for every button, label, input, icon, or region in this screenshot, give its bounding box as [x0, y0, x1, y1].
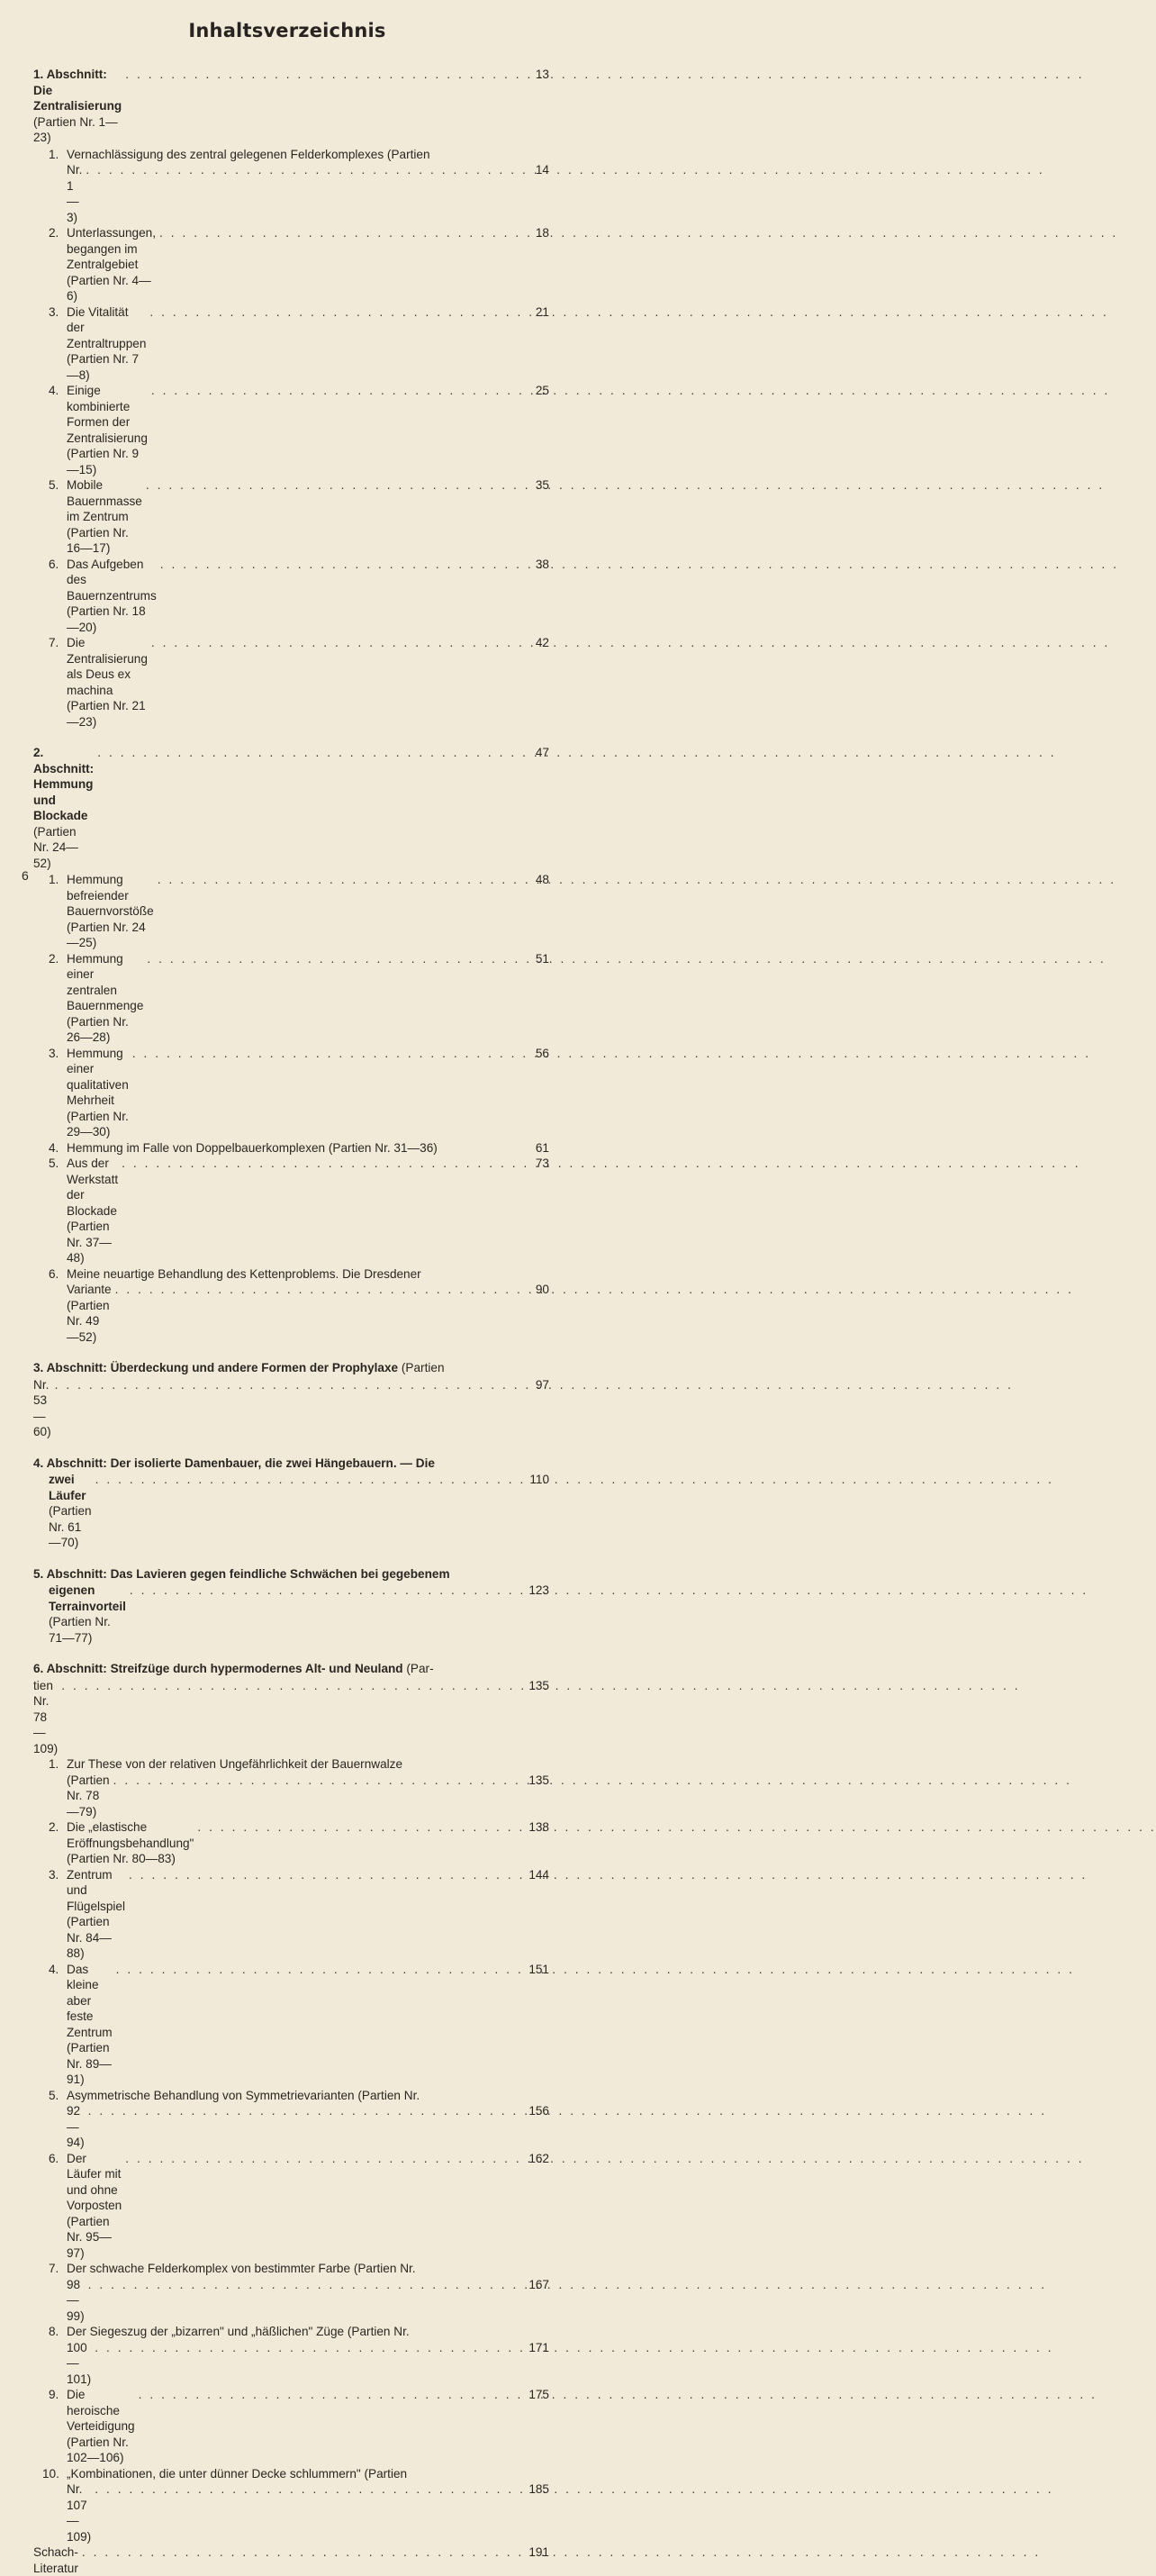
toc-entry: 5. Aus der Werkstatt der Blockade (Partien Nr. 37—48) . . . 73 — [33, 1156, 549, 1266]
section-range: (Partien Nr. 71—77) — [49, 1615, 111, 1645]
entry-text: Die heroische Verteidigung (Partien Nr. 102—106) — [67, 2388, 135, 2464]
toc-entry: 10. „Kombinationen, die unter dünner Decke schlummern" (Partien — [42, 2466, 408, 2481]
section-range: (Partien — [398, 1361, 445, 1374]
toc-entry-continued — [33, 162, 549, 225]
page-number: 6 — [22, 868, 29, 883]
section-heading — [33, 1360, 549, 1376]
section-label: 3. Abschnitt: Überdeckung und andere Formen der Prophylaxe — [33, 1361, 399, 1374]
toc-entry: 1. Zur These von der relativen Ungefährlichkeit der Bauernwalze — [49, 1757, 403, 1771]
toc-entry-continued — [33, 1282, 549, 1345]
section-4 — [33, 1456, 549, 1551]
section-heading — [33, 1566, 549, 1583]
page-ref: 90 — [535, 1283, 549, 1296]
toc-entry-literatur — [33, 2544, 549, 2576]
toc-entry: 2. Hemmung einer zentralen Bauernmenge (Partien Nr. 26—28) . . . 51 — [33, 951, 549, 1046]
entry-text: Variante (Partien Nr. 49—52) — [67, 1283, 112, 1344]
page-ref: 175 — [528, 2388, 549, 2401]
section-label: 5. Abschnitt: Das Lavieren gegen feindliche Schwächen bei gegebenem — [33, 1566, 450, 1581]
entry-text: Hemmung einer zentralen Bauernmenge (Partien Nr. 26—28) — [67, 951, 144, 1044]
toc-entry: 1. Vernachlässigung des zentral gelegenen Felderkomplexes (Partien — [49, 147, 430, 161]
entry-text: Die „elastische Eröffnungsbehandlung" (Partien Nr. 80—83) — [67, 1820, 194, 1865]
entry-text: Hemmung im Falle von Doppelbauerkomplexen (Partien Nr. 31—36) — [67, 1140, 438, 1155]
page-ref: 21 — [535, 304, 549, 319]
page-ref: 123 — [528, 1583, 549, 1597]
entry-text: Die Vitalität der Zentraltruppen (Partien Nr. 7—8) — [67, 304, 147, 382]
entry-text: (Partien Nr. 78—79) — [67, 1773, 110, 1819]
section-heading-continued — [33, 1583, 549, 1646]
section-heading-continued — [33, 1377, 549, 1440]
toc-entry-continued — [33, 2277, 549, 2325]
entry-text: 100—101) — [67, 2340, 92, 2386]
toc-entry: 6. Meine neuartige Behandlung des Kettenproblems. Die Dresdener — [49, 1266, 421, 1281]
page-ref: 42 — [535, 636, 549, 649]
entry-text: Nr. 1—3) — [67, 163, 83, 224]
toc-entry: 3. Zentrum und Flügelspiel (Partien Nr. 84—88) . . . 144 — [33, 1867, 549, 1962]
entry-text: 92—94) — [67, 2104, 85, 2149]
entry-text: Asymmetrische Behandlung von Symmetrievarianten (Partien Nr. — [67, 2088, 420, 2102]
entry-text: Einige kombinierte Formen der Zentralisierung (Partien Nr. 9—15) — [67, 384, 148, 476]
section-heading — [33, 67, 549, 146]
entry-text: Nr. 107—109) — [67, 2482, 92, 2544]
section-range: (Partien Nr. 1—23) — [33, 114, 118, 144]
section-label: eigenen Terrainvorteil — [49, 1583, 126, 1613]
entry-text: Die Zentralisierung als Deus ex machina (Partien Nr. 21—23) — [67, 636, 148, 729]
section-range: (Par- — [402, 1662, 434, 1675]
entry-text: Mobile Bauernmasse im Zentrum (Partien Nr. 16—17) — [67, 478, 142, 555]
page-ref: 185 — [528, 2482, 549, 2496]
entry-text: Zur These von der relativen Ungefährlichkeit der Bauernwalze — [67, 1757, 403, 1771]
toc-entry-continued — [33, 1773, 549, 1820]
section-6 — [33, 1661, 549, 2576]
section-heading-continued — [33, 1472, 549, 1551]
entry-text: Aus der Werkstatt der Blockade (Partien Nr. 37—48) — [67, 1156, 119, 1265]
toc-entry: 6. Der Läufer mit und ohne Vorposten (Partien Nr. 95—97) . . . 162 — [33, 2151, 549, 2262]
toc-entry: 4. Das kleine aber feste Zentrum (Partien Nr. 89—91) . . . 151 — [33, 1962, 549, 2088]
toc-entry: 7. Der schwache Felderkomplex von bestimmter Farbe (Partien Nr. — [49, 2262, 416, 2275]
section-range: Nr. 53—60) — [33, 1377, 51, 1438]
page-ref: 51 — [535, 951, 549, 966]
toc-entry: 9. Die heroische Verteidigung (Partien Nr. 102—106) . . . 175 — [33, 2387, 549, 2466]
toc-entry: 1. Hemmung befreiender Bauernvorstöße (Partien Nr. 24—25) . . . 48 — [33, 872, 549, 951]
entry-text: „Kombinationen, die unter dünner Decke schlummern" (Partien — [67, 2466, 408, 2481]
page-ref: 56 — [535, 1046, 549, 1060]
section-range: tien Nr. 78—109) — [33, 1678, 59, 1755]
section-range: (Partien Nr. 24—52) — [33, 824, 78, 870]
toc-entry: 3. Die Vitalität der Zentraltruppen (Partien Nr. 7—8) . . . 21 — [33, 304, 549, 384]
entry-text: Der schwache Felderkomplex von bestimmter Farbe (Partien Nr. — [67, 2262, 416, 2275]
section-label: 2. Abschnitt: Hemmung und Blockade — [33, 746, 95, 822]
section-range: (Partien Nr. 61—70) — [49, 1504, 92, 1549]
entry-text: Das kleine aber feste Zentrum (Partien Nr. 89—91) — [67, 1962, 113, 2086]
page-title: Inhaltsverzeichnis — [188, 20, 386, 41]
entry-text: Der Läufer mit und ohne Vorposten (Partien Nr. 95—97) — [67, 2151, 122, 2260]
page-ref: 144 — [528, 1867, 549, 1882]
toc-entry: 2. Die „elastische Eröffnungsbehandlung" (Partien Nr. 80—83) . . . 138 — [33, 1819, 549, 1867]
toc-entry: 5. Mobile Bauernmasse im Zentrum (Partien Nr. 16—17) . . . 35 — [33, 477, 549, 557]
entry-text: Meine neuartige Behandlung des Kettenproblems. Die Dresdener — [67, 1266, 421, 1281]
page-ref: 13 — [535, 68, 549, 81]
toc-entry: 4. Hemmung im Falle von Doppelbauerkomplexen (Partien Nr. 31—36) 61 — [49, 1140, 549, 1155]
section-label: 1. Abschnitt: Die Zentralisierung — [33, 68, 122, 113]
section-1 — [33, 67, 549, 730]
entry-text: Der Siegeszug der „bizarren" und „häßlichen" Züge (Partien Nr. — [67, 2325, 410, 2338]
page-ref: 25 — [535, 384, 549, 397]
page-ref: 156 — [528, 2104, 549, 2118]
entry-text: Schach-Literatur — [33, 2545, 78, 2575]
toc-entry-continued — [33, 2103, 549, 2151]
section-2 — [33, 745, 549, 1345]
page-ref: 191 — [528, 2545, 549, 2559]
entry-text: Hemmung einer qualitativen Mehrheit (Partien Nr. 29—30) — [67, 1046, 129, 1138]
page-ref: 73 — [535, 1156, 549, 1170]
page-ref: 167 — [528, 2277, 549, 2291]
page-ref: 38 — [535, 557, 549, 571]
entry-text: Zentrum und Flügelspiel (Partien Nr. 84—88) — [67, 1867, 125, 1960]
page-ref: 162 — [528, 2151, 549, 2165]
page-ref: 48 — [535, 873, 549, 886]
entry-text: Vernachlässigung des zentral gelegenen Felderkomplexes (Partien — [67, 147, 430, 161]
toc-entry-continued — [33, 2340, 549, 2388]
entry-text: Unterlassungen, begangen im Zentralgebiet (Partien Nr. 4—6) — [67, 226, 156, 303]
toc-entry: 3. Hemmung einer qualitativen Mehrheit (Partien Nr. 29—30) . . . 56 — [33, 1046, 549, 1140]
page-ref: 135 — [528, 1773, 549, 1787]
toc-entry-continued — [33, 2481, 549, 2544]
page-ref: 35 — [535, 478, 549, 492]
page-ref: 138 — [528, 1820, 549, 1834]
page-ref: 47 — [535, 746, 549, 759]
section-heading — [33, 1456, 549, 1472]
toc-entry: 7. Die Zentralisierung als Deus ex machina (Partien Nr. 21—23) . . . 42 — [33, 635, 549, 730]
toc-entry: 8. Der Siegeszug der „bizarren" und „häßlichen" Züge (Partien Nr. — [49, 2325, 410, 2338]
section-label: 6. Abschnitt: Streifzüge durch hypermodernes Alt- und Neuland — [33, 1662, 403, 1675]
page-ref: 18 — [535, 226, 549, 240]
section-label: 4. Abschnitt: Der isolierte Damenbauer, die zwei Hängebauern. — Die — [33, 1456, 435, 1470]
section-label: zwei Läufer — [49, 1473, 86, 1502]
page-ref: 171 — [528, 2340, 549, 2354]
page-ref: 14 — [535, 163, 549, 177]
page-ref: 110 — [529, 1473, 549, 1486]
toc-entry: 4. Einige kombinierte Formen der Zentralisierung (Partien Nr. 9—15) . . . 25 — [33, 383, 549, 477]
page-ref: 135 — [528, 1678, 549, 1692]
entry-text: Hemmung befreiender Bauernvorstöße (Partien Nr. 24—25) — [67, 873, 154, 949]
table-of-contents — [33, 67, 549, 2576]
page-ref: 151 — [528, 1962, 549, 1976]
section-heading — [33, 745, 549, 871]
section-3 — [33, 1360, 549, 1440]
toc-entry: 6. Das Aufgeben des Bauernzentrums (Partien Nr. 18—20) . . . 38 — [33, 557, 549, 636]
section-heading — [33, 1661, 549, 1677]
section-heading-continued — [33, 1678, 549, 1757]
toc-entry: 2. Unterlassungen, begangen im Zentralgebiet (Partien Nr. 4—6) . . . 18 — [33, 225, 549, 304]
page-ref: 61 — [535, 1140, 549, 1155]
toc-entry: 5. Asymmetrische Behandlung von Symmetrievarianten (Partien Nr. — [49, 2088, 420, 2102]
page-ref: 97 — [535, 1377, 549, 1392]
entry-text: Das Aufgeben des Bauernzentrums (Partien Nr. 18—20) — [67, 557, 157, 634]
section-5 — [33, 1566, 549, 1646]
entry-text: 98—99) — [67, 2277, 85, 2323]
